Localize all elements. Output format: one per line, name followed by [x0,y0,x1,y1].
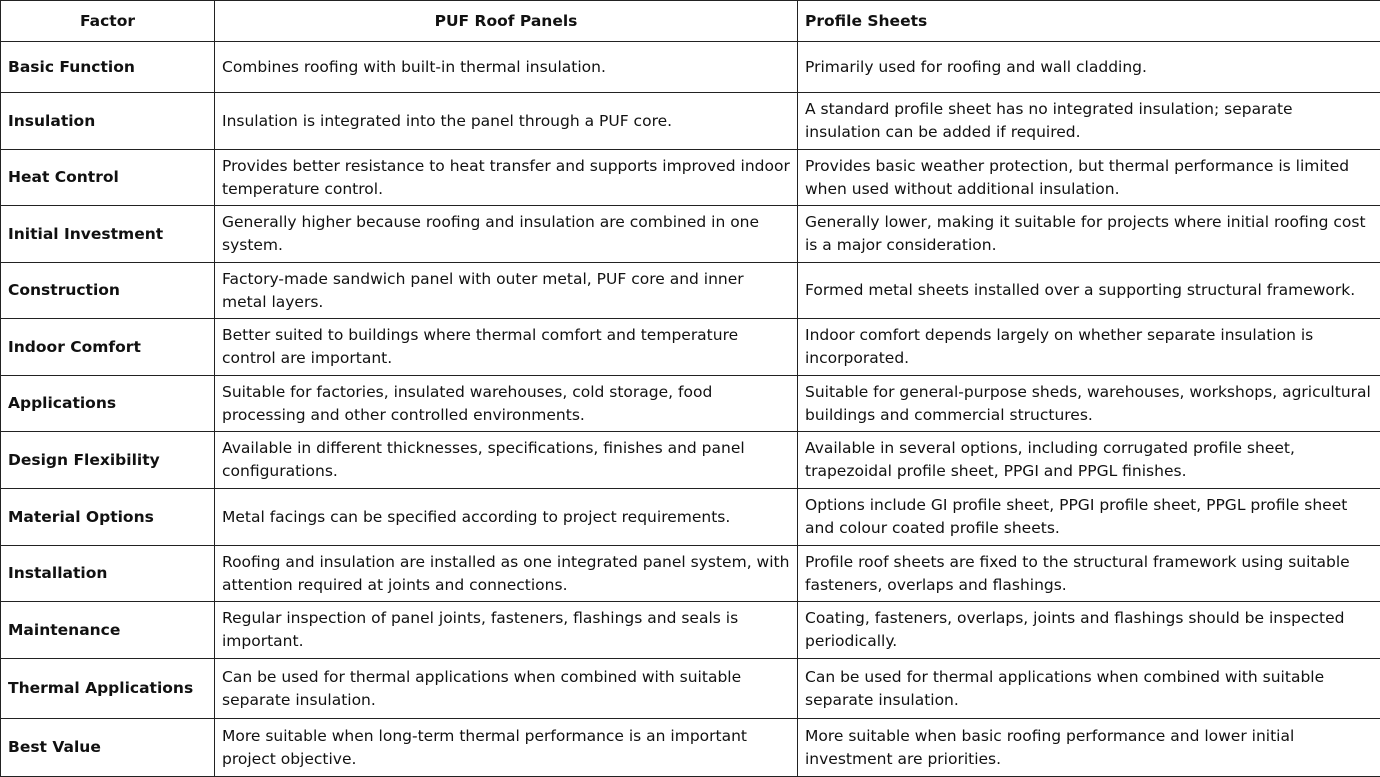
factor-cell: Design Flexibility [1,432,215,489]
puf-cell: Can be used for thermal applications when combined with suitable separate insulation. [215,659,798,719]
header-factor: Factor [1,1,215,42]
puf-cell: Better suited to buildings where thermal comfort and temperature control are important. [215,319,798,376]
table-row [1,659,1380,719]
profile-cell: Primarily used for roofing and wall cladding. [798,42,1380,93]
puf-cell: Available in different thicknesses, specifications, finishes and panel configurations. [215,432,798,489]
profile-cell: Suitable for general-purpose sheds, warehouses, workshops, agricultural buildings and commercial structures. [798,376,1380,432]
profile-cell: Available in several options, including corrugated profile sheet, trapezoidal profile sheet, PPGI and PPGL finishes. [798,432,1380,489]
table-row [1,206,1380,263]
header-puf-roof-panels: PUF Roof Panels [215,1,798,42]
table-row [1,93,1380,150]
puf-cell: Regular inspection of panel joints, fasteners, flashings and seals is important. [215,602,798,659]
factor-cell: Indoor Comfort [1,319,215,376]
puf-cell: Insulation is integrated into the panel through a PUF core. [215,93,798,150]
table-row [1,376,1380,432]
profile-cell: Profile roof sheets are fixed to the structural framework using suitable fasteners, overlaps and flashings. [798,546,1380,602]
profile-cell: Coating, fasteners, overlaps, joints and flashings should be inspected periodically. [798,602,1380,659]
puf-cell: Provides better resistance to heat transfer and supports improved indoor temperature control. [215,150,798,206]
profile-cell: Can be used for thermal applications when combined with suitable separate insulation. [798,659,1380,719]
factor-cell: Material Options [1,489,215,546]
factor-cell: Basic Function [1,42,215,93]
factor-cell: Construction [1,263,215,319]
factor-cell: Initial Investment [1,206,215,263]
table-row [1,432,1380,489]
puf-cell: Factory-made sandwich panel with outer metal, PUF core and inner metal layers. [215,263,798,319]
factor-cell: Insulation [1,93,215,150]
profile-cell: Generally lower, making it suitable for projects where initial roofing cost is a major consideration. [798,206,1380,263]
factor-cell: Thermal Applications [1,659,215,719]
table-row [1,42,1380,93]
factor-cell: Maintenance [1,602,215,659]
profile-cell: Formed metal sheets installed over a supporting structural framework. [798,263,1380,319]
table-row [1,319,1380,376]
puf-cell: Combines roofing with built-in thermal insulation. [215,42,798,93]
puf-cell: Generally higher because roofing and insulation are combined in one system. [215,206,798,263]
puf-cell: More suitable when long-term thermal performance is an important project objective. [215,719,798,777]
puf-cell: Metal facings can be specified according to project requirements. [215,489,798,546]
table-row [1,489,1380,546]
puf-cell: Roofing and insulation are installed as one integrated panel system, with attention required at joints and connections. [215,546,798,602]
table-row [1,602,1380,659]
profile-cell: More suitable when basic roofing performance and lower initial investment are priorities. [798,719,1380,777]
table-row [1,719,1380,777]
factor-cell: Best Value [1,719,215,777]
header-row [1,1,1380,42]
table-row [1,150,1380,206]
profile-cell: Indoor comfort depends largely on whether separate insulation is incorporated. [798,319,1380,376]
table-row [1,263,1380,319]
factor-cell: Applications [1,376,215,432]
profile-cell: A standard profile sheet has no integrated insulation; separate insulation can be added if required. [798,93,1380,150]
factor-cell: Heat Control [1,150,215,206]
profile-cell: Provides basic weather protection, but thermal performance is limited when used without additional insulation. [798,150,1380,206]
puf-cell: Suitable for factories, insulated warehouses, cold storage, food processing and other controlled environments. [215,376,798,432]
table-row [1,546,1380,602]
factor-cell: Installation [1,546,215,602]
profile-cell: Options include GI profile sheet, PPGI profile sheet, PPGL profile sheet and colour coated profile sheets. [798,489,1380,546]
header-profile-sheets: Profile Sheets [798,1,1380,42]
